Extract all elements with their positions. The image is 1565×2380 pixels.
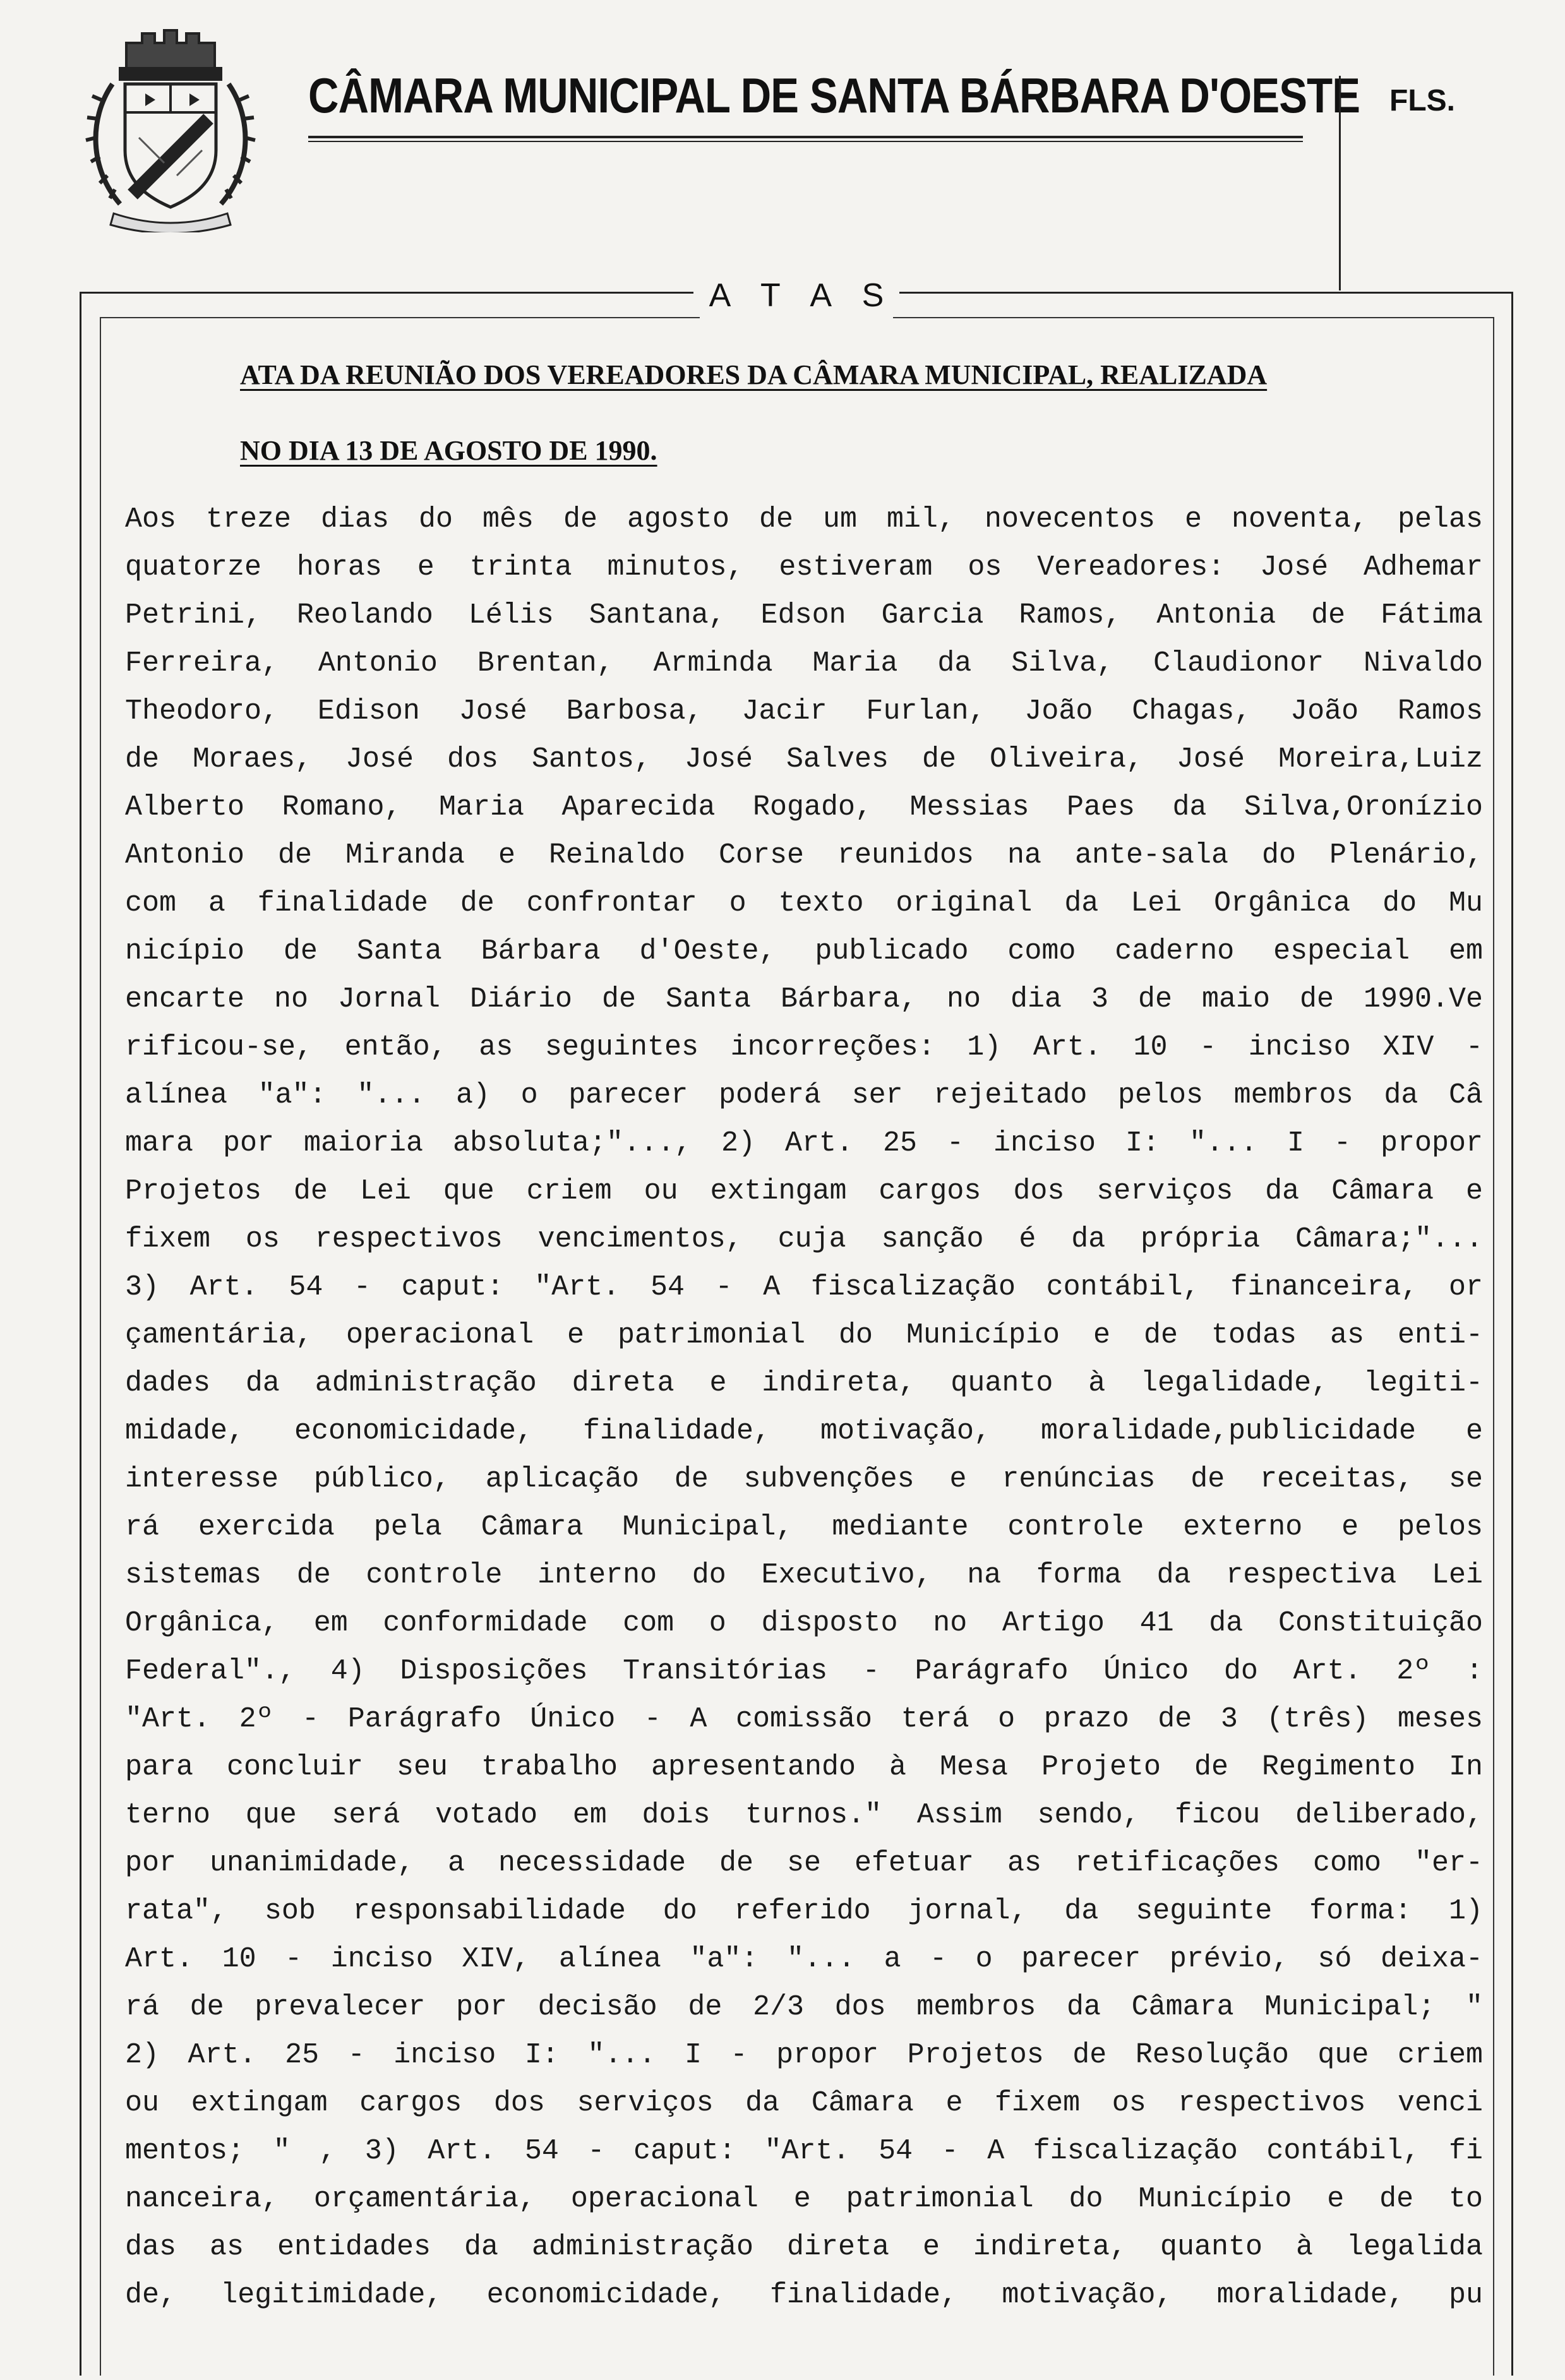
inner-frame-top-left bbox=[100, 317, 700, 318]
body-line: com a finalidade de confrontar o texto original da Lei Orgânica do Mu bbox=[125, 887, 1483, 919]
body-line: mentos; " , 3) Art. 54 - caput: "Art. 54 - A fiscalização contábil, fi bbox=[125, 2135, 1483, 2167]
body-line: rá exercida pela Câmara Municipal, mediante controle externo e pelos bbox=[125, 1511, 1483, 1543]
body-line: sistemas de controle interno do Executivo, na forma da respectiva Lei bbox=[125, 1559, 1483, 1591]
body-line: nicípio de Santa Bárbara d'Oeste, publicado como caderno especial em bbox=[125, 935, 1483, 967]
body-line: "Art. 2º - Parágrafo Único - A comissão terá o prazo de 3 (três) meses bbox=[125, 1703, 1483, 1735]
institution-name: CÂMARA MUNICIPAL DE SANTA BÁRBARA D'OESTE bbox=[308, 68, 1360, 123]
body-line: Aos treze dias do mês de agosto de um mil, novecentos e noventa, pelas bbox=[125, 503, 1483, 535]
inner-frame-top-right bbox=[893, 317, 1493, 318]
outer-frame-top-left bbox=[80, 292, 693, 294]
body-line: mara por maioria absoluta;"..., 2) Art. 25 - inciso I: "... I - propor bbox=[125, 1127, 1483, 1159]
body-line: alínea "a": "... a) o parecer poderá ser rejeitado pelos membros da Câ bbox=[125, 1079, 1483, 1111]
section-label: A T A S bbox=[709, 277, 896, 314]
body-line: 2) Art. 25 - inciso I: "... I - propor Projetos de Resolução que criem bbox=[125, 2039, 1483, 2071]
body-line: de Moraes, José dos Santos, José Salves de Oliveira, José Moreira,Luiz bbox=[125, 743, 1483, 775]
body-line: Petrini, Reolando Lélis Santana, Edson Garcia Ramos, Antonia de Fátima bbox=[125, 599, 1483, 631]
body-line: Projetos de Lei que criem ou extingam cargos dos serviços da Câmara e bbox=[125, 1175, 1483, 1207]
body-line: Art. 10 - inciso XIV, alínea "a": "... a - o parecer prévio, só deixa- bbox=[125, 1943, 1483, 1975]
body-line: Theodoro, Edison José Barbosa, Jacir Furlan, João Chagas, João Ramos bbox=[125, 695, 1483, 727]
body-line: dades da administração direta e indireta, quanto à legalidade, legiti- bbox=[125, 1367, 1483, 1399]
body-line: interesse público, aplicação de subvenções e renúncias de receitas, se bbox=[125, 1463, 1483, 1495]
body-line: por unanimidade, a necessidade de se efetuar as retificações como "er- bbox=[125, 1847, 1483, 1879]
body-line: de, legitimidade, economicidade, finalidade, motivação, moralidade, pu bbox=[125, 2279, 1483, 2311]
body-line: Federal"., 4) Disposições Transitórias - Parágrafo Único do Art. 2º : bbox=[125, 1655, 1483, 1687]
body-line: para concluir seu trabalho apresentando à Mesa Projeto de Regimento In bbox=[125, 1751, 1483, 1783]
body-line: Ferreira, Antonio Brentan, Arminda Maria da Silva, Claudionor Nivaldo bbox=[125, 647, 1483, 679]
body-line: rá de prevalecer por decisão de 2/3 dos membros da Câmara Municipal; " bbox=[125, 1991, 1483, 2023]
body-line: midade, economicidade, finalidade, motivação, moralidade,publicidade e bbox=[125, 1415, 1483, 1447]
minutes-body bbox=[125, 496, 1483, 2319]
municipal-coat-of-arms-icon bbox=[82, 24, 259, 232]
body-line: çamentária, operacional e patrimonial do Município e de todas as enti- bbox=[125, 1319, 1483, 1351]
body-line: fixem os respectivos vencimentos, cuja sanção é da própria Câmara;"... bbox=[125, 1223, 1483, 1255]
body-line: Orgânica, em conformidade com o disposto no Artigo 41 da Constituição bbox=[125, 1607, 1483, 1639]
body-line: terno que será votado em dois turnos." Assim sendo, ficou deliberado, bbox=[125, 1799, 1483, 1831]
body-line: rificou-se, então, as seguintes incorreções: 1) Art. 10 - inciso XIV - bbox=[125, 1031, 1483, 1063]
body-line: encarte no Jornal Diário de Santa Bárbara, no dia 3 de maio de 1990.Ve bbox=[125, 983, 1483, 1015]
document-title-line-2: NO DIA 13 DE AGOSTO DE 1990. bbox=[240, 435, 657, 466]
body-line: 3) Art. 54 - caput: "Art. 54 - A fiscalização contábil, financeira, or bbox=[125, 1271, 1483, 1303]
body-line: das as entidades da administração direta e indireta, quanto à legalida bbox=[125, 2231, 1483, 2263]
document-title-line-1: ATA DA REUNIÃO DOS VEREADORES DA CÂMARA MUNICIPAL, REALIZADA bbox=[240, 359, 1268, 390]
document-title bbox=[240, 337, 1427, 489]
folio-label: FLS. bbox=[1389, 84, 1455, 117]
outer-frame-top-right bbox=[899, 292, 1513, 294]
body-line: ou extingam cargos dos serviços da Câmara e fixem os respectivos venci bbox=[125, 2087, 1483, 2119]
body-line: nanceira, orçamentária, operacional e patrimonial do Município e de to bbox=[125, 2183, 1483, 2215]
body-line: quatorze horas e trinta minutos, estiveram os Vereadores: José Adhemar bbox=[125, 551, 1483, 583]
header-divider bbox=[308, 136, 1303, 142]
margin-vertical-line bbox=[1339, 76, 1341, 290]
body-line: Alberto Romano, Maria Aparecida Rogado, Messias Paes da Silva,Oronízio bbox=[125, 791, 1483, 823]
body-line: Antonio de Miranda e Reinaldo Corse reunidos na ante-sala do Plenário, bbox=[125, 839, 1483, 871]
body-line: rata", sob responsabilidade do referido jornal, da seguinte forma: 1) bbox=[125, 1895, 1483, 1927]
